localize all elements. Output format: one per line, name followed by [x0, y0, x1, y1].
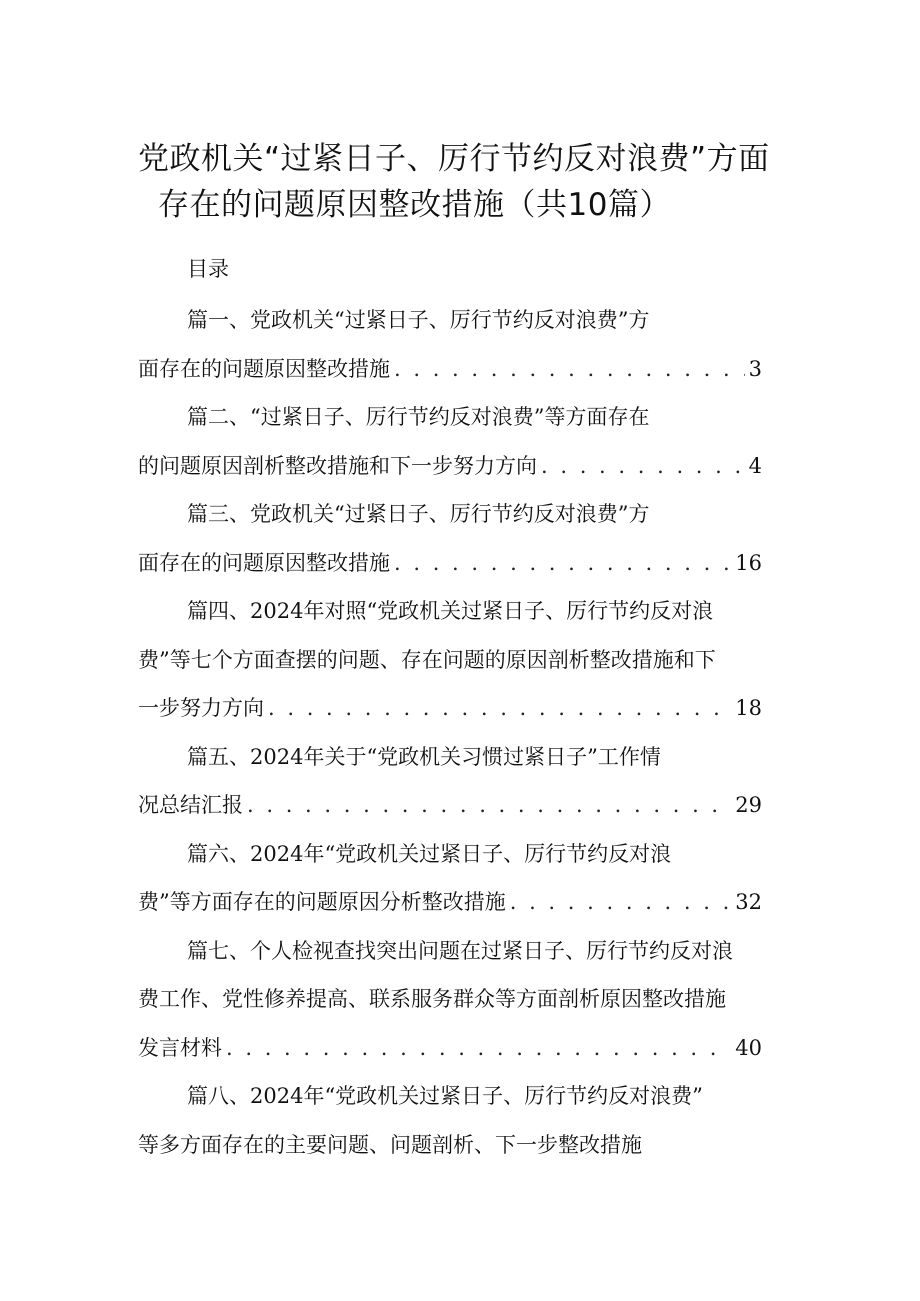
toc-entry-line	[138, 979, 788, 1028]
toc-entry-text: 一步努力方向	[138, 696, 264, 720]
toc-entry-text: 篇五、2024年关于“党政机关习惯过紧日子”工作情	[187, 744, 661, 769]
toc-dot-leader	[394, 349, 745, 389]
toc-page-number: 4	[748, 453, 762, 478]
toc-entry-line	[138, 1028, 788, 1077]
toc-entry[interactable]	[138, 397, 788, 494]
toc-page-number: 32	[735, 890, 762, 914]
toc-entry-text: 等多方面存在的主要问题、问题剖析、下一步整改措施	[138, 1132, 642, 1157]
toc-entry-text: 篇八、2024年“党政机关过紧日子、厉行节约反对浪费”	[187, 1084, 703, 1108]
toc-entry-line	[138, 543, 788, 592]
toc-entry-line	[138, 882, 788, 931]
toc-entry-text: 况总结汇报	[138, 793, 243, 817]
toc-page-number: 29	[735, 793, 762, 817]
toc-entry[interactable]	[138, 300, 788, 397]
toc-entry-line	[138, 931, 788, 980]
toc-dot-leader	[541, 446, 745, 486]
toc-entry-text: 发言材料	[138, 1035, 222, 1060]
toc-page-number: 40	[735, 1035, 762, 1060]
toc-entry-line	[138, 640, 788, 689]
toc-entry-line	[138, 446, 788, 495]
toc-entry[interactable]	[138, 494, 788, 591]
toc-entry[interactable]	[138, 1076, 788, 1173]
toc-page-number: 18	[735, 696, 762, 720]
toc-entry-text: 的问题原因剖析整改措施和下一步努力方向	[138, 453, 537, 478]
toc-entry-text: 面存在的问题原因整改措施	[138, 356, 390, 381]
toc-dot-leader	[394, 543, 731, 583]
toc-entry-line	[138, 349, 788, 398]
toc-entry-text: 篇四、2024年对照“党政机关过紧日子、厉行节约反对浪	[187, 599, 714, 623]
toc-entry-line	[138, 1125, 788, 1174]
toc-heading: 目录	[187, 257, 229, 281]
toc-entry-line	[138, 834, 788, 883]
toc-entry-line	[138, 300, 788, 349]
toc-dot-leader	[247, 785, 731, 825]
toc-dot-leader	[510, 882, 732, 922]
toc-page-number: 16	[735, 550, 762, 575]
toc-entry[interactable]	[138, 834, 788, 931]
toc-entry-text: 篇二、“过紧日子、厉行节约反对浪费”等方面存在	[187, 405, 650, 429]
document-title	[100, 136, 820, 228]
table-of-contents	[138, 300, 788, 1173]
toc-entry[interactable]	[138, 737, 788, 834]
document-title-line-2: 存在的问题原因整改措施（共10篇）	[158, 187, 671, 223]
toc-entry-line	[138, 737, 788, 786]
toc-entry-text: 篇六、2024年“党政机关过紧日子、厉行节约反对浪	[187, 841, 672, 866]
toc-dot-leader	[226, 1028, 731, 1068]
toc-entry-line	[138, 591, 788, 640]
toc-entry-text: 费”等七个方面查摆的问题、存在问题的原因剖析整改措施和下	[138, 647, 716, 672]
toc-entry-text: 篇三、党政机关“过紧日子、厉行节约反对浪费”方	[187, 502, 650, 526]
toc-entry-text: 篇七、个人检视查找突出问题在过紧日子、厉行节约反对浪	[187, 938, 733, 963]
toc-entry-line	[138, 785, 788, 834]
toc-entry-line	[138, 494, 788, 543]
toc-dot-leader	[268, 688, 731, 728]
toc-entry-line	[138, 397, 788, 446]
toc-entry-line	[138, 688, 788, 737]
toc-entry-text: 篇一、党政机关“过紧日子、厉行节约反对浪费”方	[187, 308, 650, 332]
toc-entry-text: 面存在的问题原因整改措施	[138, 550, 390, 575]
toc-entry[interactable]	[138, 591, 788, 737]
toc-entry-text: 费”等方面存在的问题原因分析整改措施	[138, 890, 506, 914]
toc-entry[interactable]	[138, 931, 788, 1077]
toc-entry-line	[138, 1076, 788, 1125]
toc-entry-text: 费工作、党性修养提高、联系服务群众等方面剖析原因整改措施	[138, 987, 726, 1011]
document-title-line-1: 党政机关“过紧日子、厉行节约反对浪费”方面	[138, 141, 770, 177]
toc-page-number: 3	[748, 356, 762, 381]
